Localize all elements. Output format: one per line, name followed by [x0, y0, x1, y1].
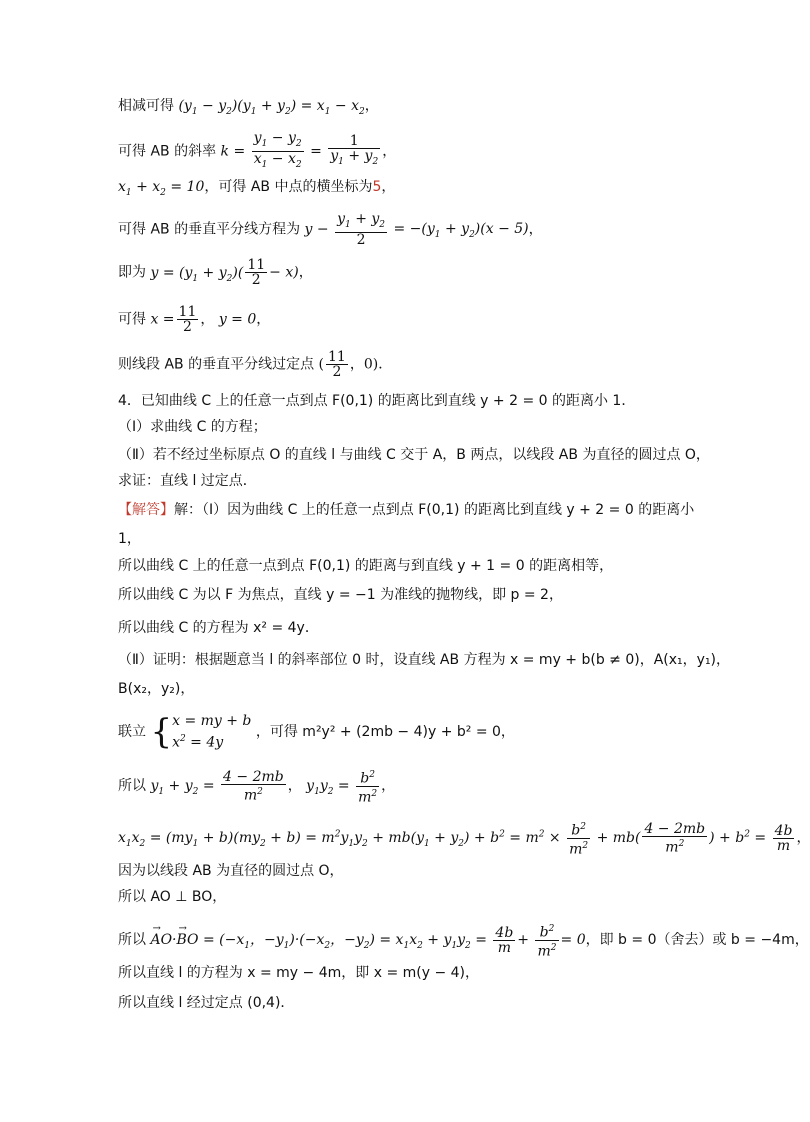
question-4: 4．已知曲线 C 上的任意一点到点 F(0,1) 的距离比到直线 y + 2 = 0 的距离小 1．: [118, 393, 636, 409]
line-solve: 可得 x = $\frac{11}{2}$ ， y = 0，: [118, 304, 271, 335]
line-midpoint: $x_1 + x_2 = 10$，可得 AB 中点的横坐标为5，: [118, 179, 396, 198]
answer-line-4: 所以曲线 C 的方程为 x² = 4y．: [118, 620, 319, 636]
answer-line-2: 所以曲线 C 上的任意一点到点 F(0,1) 的距离与到直线 y + 1 = 0 的距离相等，: [118, 558, 614, 574]
answer-line-9-product: $x_1x_2 = (my_1 + b)(my_2 + b) = m^2y_1y_2 + mb(y_1 + y_2) + b^2 = m^2$ × $\frac{b^2}{m^2}$ + mb( $\frac{4 - 2mb}{m^2}$ ) + $b^2$ = $\frac{4b}{m}$ ，: [118, 820, 810, 858]
question-4-part-2: （Ⅱ）若不经过坐标原点 O 的直线 l 与曲线 C 交于 A，B 两点，以线段 AB 为直径的圆过点 O，: [118, 447, 710, 463]
line-bisector-eq: 可得 AB 的垂直平分线方程为 y − $\frac{y_1 + y_2}{2}$ = $-(y_1 + y_2)(x - 5)$，: [118, 211, 543, 248]
answer-line-8-vieta: 所以 $y_1 + y_2$ = $\frac{4 - 2mb}{m^2}$ ， $y_1y_2$ = $\frac{b^2}{m^2}$ ，: [118, 768, 396, 806]
answer-line-13: 所以直线 l 的方程为 x = my − 4m，即 x = m(y − 4)，: [118, 965, 480, 981]
answer-tag: 【解答】: [118, 502, 174, 518]
answer-line-1: 【解答】解：（Ⅰ）因为曲线 C 上的任意一点到点 F(0,1) 的距离比到直线 y + 2 = 0 的距离小: [118, 502, 695, 518]
answer-line-3: 所以曲线 C 为以 F 为焦点，直线 y = −1 为准线的抛物线，即 p = 2，: [118, 587, 563, 603]
answer-line-5: （Ⅱ）证明：根据题意当 l 的斜率部位 0 时，设直线 AB 方程为 x = my + b(b ≠ 0)，A(x₁，y₁)，: [118, 652, 731, 668]
question-4-part-1: （Ⅰ）求曲线 C 的方程；: [118, 419, 267, 435]
answer-line-10: 因为以线段 AB 为直径的圆过点 O，: [118, 863, 344, 879]
line-subtract: 相减可得 $(y_1 - y_2)(y_1 + y_2) = x_1 - x_2$，: [118, 98, 379, 117]
line-fixed-point: 则线段 AB 的垂直平分线过定点 ( $\frac{11}{2}$ ，0)．: [118, 349, 393, 380]
answer-line-6: B(x₂，y₂)，: [118, 681, 195, 697]
answer-line-11: 所以 AO ⊥ BO，: [118, 889, 227, 905]
answer-line-14: 所以直线 l 经过定点 (0,4)．: [118, 995, 295, 1011]
question-4-part-3: 求证：直线 l 过定点．: [118, 473, 257, 489]
line-simplified: 即为 $y = (y_1 + y_2)$( $\frac{11}{2}$ − x)，: [118, 257, 313, 288]
line-slope: 可得 AB 的斜率 k = $\frac{y_1 - y_2}{x_1 - x_2}$ = $\frac{1}{y_1 + y_2}$ ，: [118, 130, 397, 170]
answer-line-7-system: 联立 {x = my + b $x^2 = 4y$ ，可得 m²y² + (2mb − 4)y + b² = 0，: [118, 711, 515, 752]
answer-line-1b: 1，: [118, 531, 141, 547]
answer-line-12-dot-product: 所以 → AO·→ BO = ($-x_1$，$-y_1)\cdot(-x_2$，$-y_2) = x_1x_2 + y_1y_2$ = $\frac{4b}{m}$ + $\frac{b^2}{m^2}$ = 0，即 b = 0（舍去）或 b = −4m，: [118, 922, 809, 958]
